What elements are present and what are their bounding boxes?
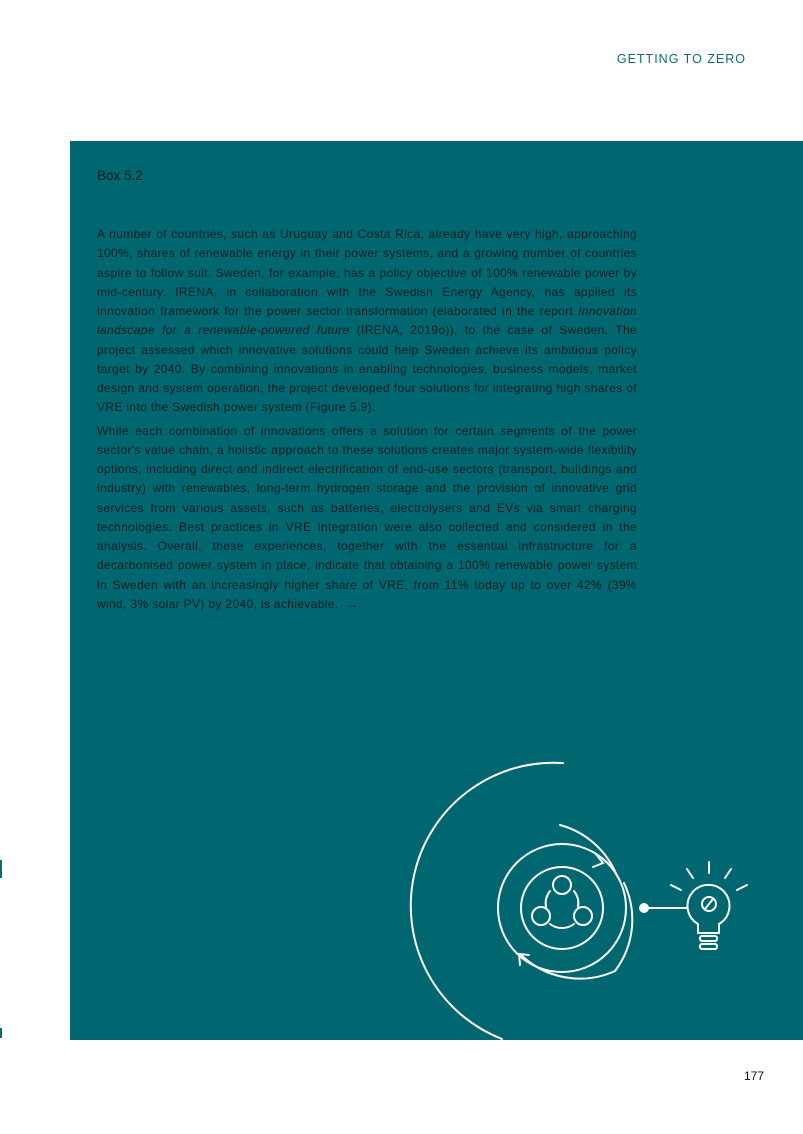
ring-inner	[521, 867, 603, 949]
ring-outer	[498, 844, 626, 972]
report-title-italic: Innovation landscape for a renewable-powered future	[97, 304, 637, 338]
running-header: GETTING TO ZERO	[616, 52, 746, 66]
edge-mark	[0, 1028, 2, 1038]
node-right	[574, 907, 592, 925]
node-top	[553, 876, 571, 894]
paragraph-2-text: While each combination of innovations offers a solution for certain segments of the power sector's value chain, a holistic approach to these solutions creates major system-wide flexibility options, including direct and indirect electrification of end-use sectors (transport, buildings and industry) with renewables, long-term hydrogen storage and the provision of innovative grid services from various assets, such as batteries, electrolysers and EVs via smart charging technologies. Best practices in VRE integration were also collected and considered in the analysis. Overall, these experiences, together with the essential infrastructure for a decarbonised power system in place, indicate that obtaining a 100% renewable power system in Sweden with an increasingly higher share of VRE, from 11% today up to over 42% (39% wind, 3% solar PV) by 2040, is achievable.	[97, 423, 637, 611]
info-box	[70, 141, 803, 1040]
paragraph-1-text-b: (IRENA, 2019o)), to the case of Sweden. The project assessed which innovative solutions could help Sweden achieve its ambitious policy target by 2040. By combining innovations in enabling technologies, business models, market design and system operation, the project developed four solutions for integrating high shares of VRE into the Swedish power system (Figure 5.9).	[97, 323, 637, 415]
lightbulb-icon	[671, 862, 747, 949]
innovation-illustration	[70, 141, 803, 1040]
paragraph-1-text-a: A number of countries, such as Uruguay and Costa Rica, already have very high, approaching 100%, shares of renewable energy in their power systems, and a growing number of countries aspire to follow suit. Sweden, for example, has a policy objective of 100% renewable power by mid-century. IRENA, in collaboration with the Swedish Energy Agency, has applied its innovation framework for the power sector transformation (elaborated in the report	[97, 227, 637, 318]
node-left	[532, 907, 550, 925]
node-connector	[546, 891, 579, 928]
box-label: Box 5.2	[97, 168, 143, 183]
page-number: 177	[744, 1069, 765, 1083]
continue-arrow-icon: →	[346, 596, 359, 611]
connector-dot	[639, 903, 649, 913]
outer-arc	[411, 763, 563, 1039]
edge-mark	[0, 860, 2, 878]
